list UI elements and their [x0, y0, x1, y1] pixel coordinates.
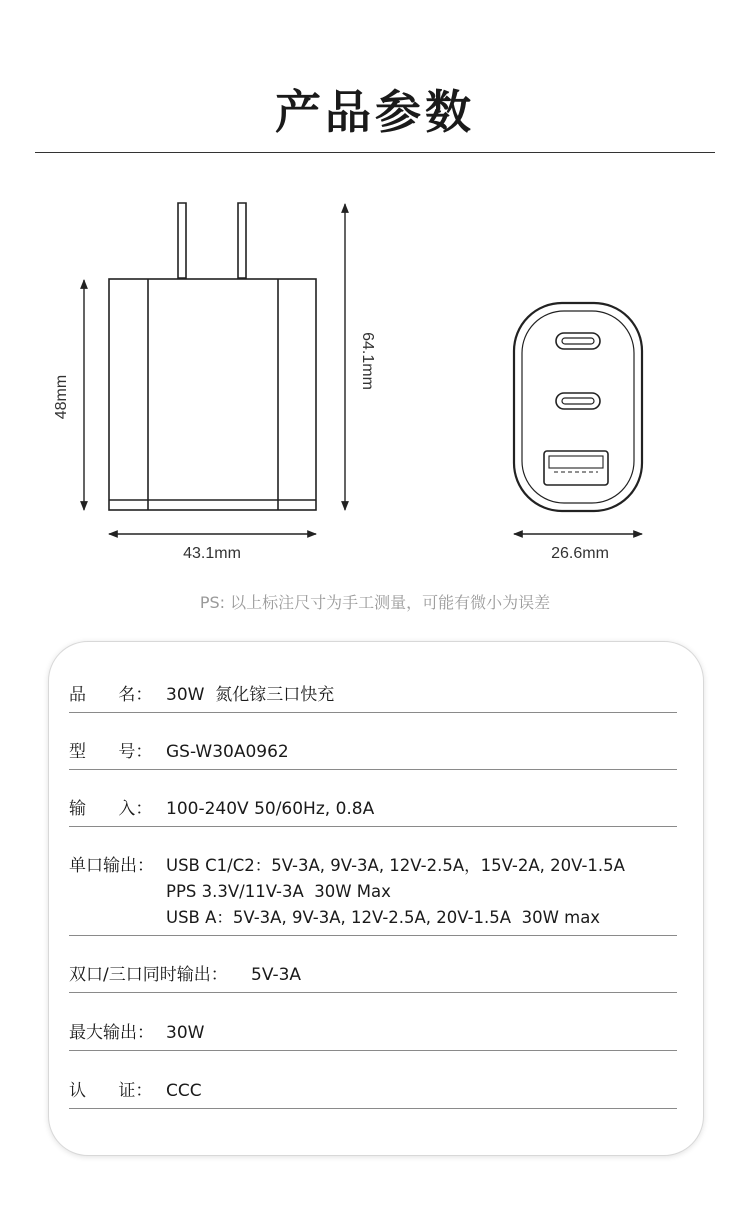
page-title: 产品参数	[275, 85, 475, 139]
spec-value: 30W	[166, 1023, 205, 1043]
charger-side-view	[514, 303, 642, 511]
spec-label: 输 入：	[69, 799, 153, 819]
width-front-label: 43.1mm	[183, 545, 241, 562]
spec-value: 5V-3A	[251, 965, 302, 985]
spec-row-input	[69, 796, 677, 827]
spec-label: 双口/三口同时输出：	[69, 965, 228, 985]
spec-card	[48, 641, 704, 1156]
spec-value: GS-W30A0962	[166, 742, 289, 762]
spec-label: 认 证：	[69, 1081, 153, 1101]
spec-row-certification	[69, 1078, 677, 1109]
height-48-label: 48mm	[53, 374, 70, 420]
spec-value-multiline	[166, 853, 625, 931]
title-divider	[35, 152, 715, 153]
spec-value: CCC	[166, 1081, 202, 1101]
spec-label: 型 号：	[69, 742, 153, 762]
spec-row-single-output	[69, 853, 677, 936]
spec-label: 单口输出：	[69, 856, 154, 876]
spec-row-dual-output	[69, 962, 677, 993]
spec-value-line: PPS 3.3V/11V-3A 30W Max	[166, 882, 391, 901]
spec-value-line: USB C1/C2：5V-3A, 9V-3A, 12V-2.5A，15V-2A, 20V-1.5A	[166, 856, 625, 875]
spec-row-max-output	[69, 1020, 677, 1051]
spec-value-line: USB A：5V-3A, 9V-3A, 12V-2.5A, 20V-1.5A 30W max	[166, 908, 601, 927]
height-64-label: 64.1mm	[359, 332, 376, 390]
spec-label: 最大输出：	[69, 1023, 154, 1043]
width-side-label: 26.6mm	[551, 545, 609, 562]
spec-row-name	[69, 682, 677, 713]
spec-value: 100-240V 50/60Hz, 0.8A	[166, 799, 375, 819]
spec-value: 30W 氮化镓三口快充	[166, 685, 335, 705]
spec-label: 品 名：	[69, 685, 153, 705]
charger-front-view	[109, 203, 316, 510]
spec-row-model	[69, 739, 677, 770]
measurement-note: PS: 以上标注尺寸为手工测量，可能有微小为误差	[199, 593, 551, 612]
